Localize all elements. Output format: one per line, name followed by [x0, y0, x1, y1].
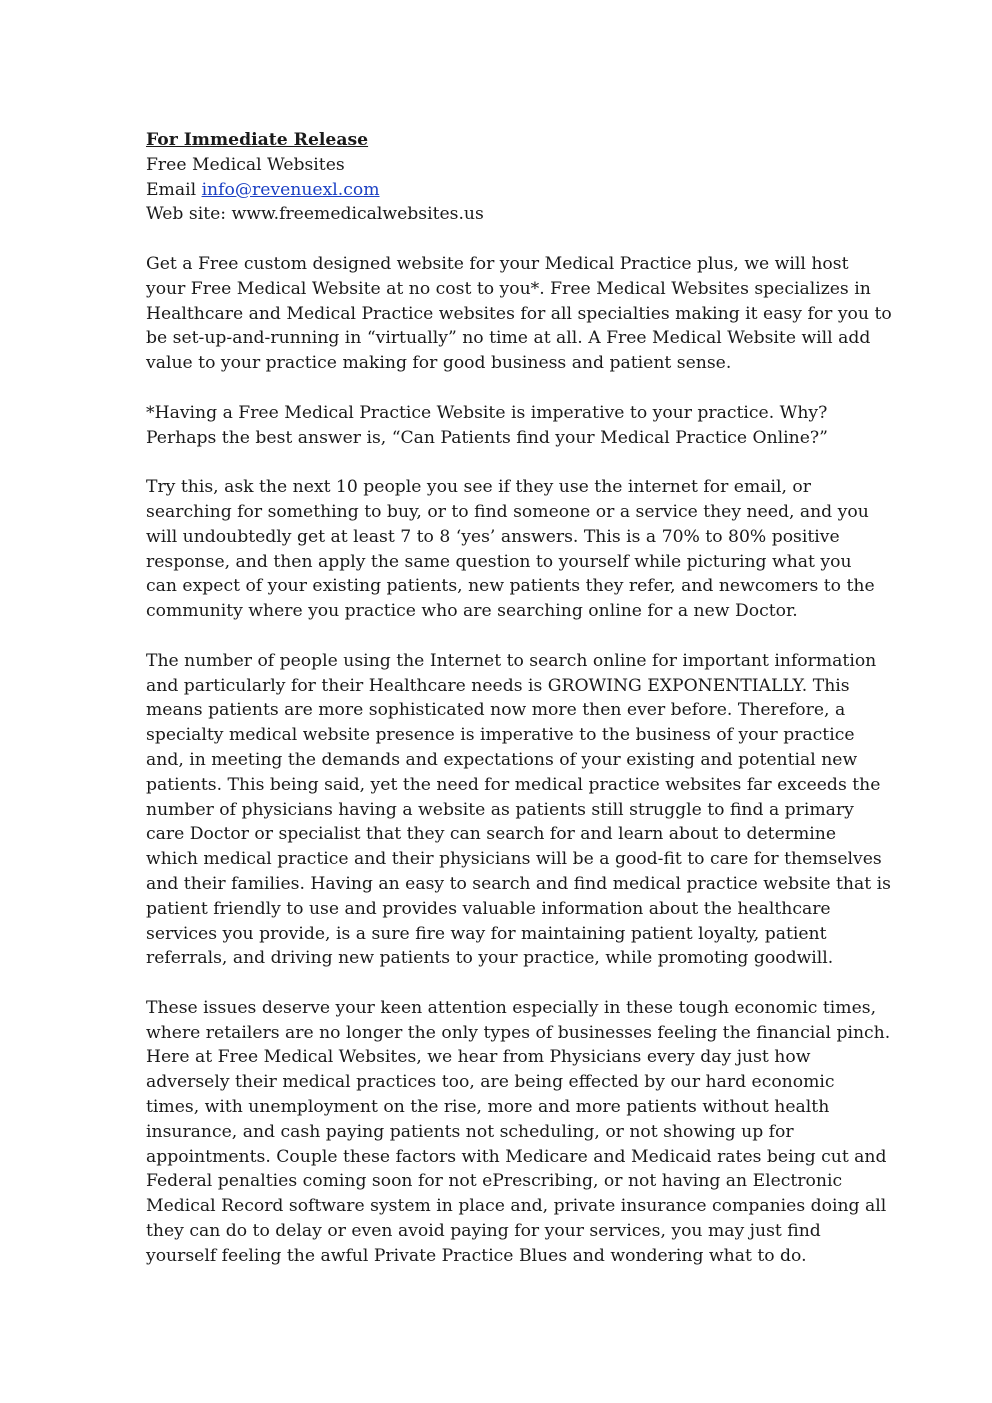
paragraph-line: specialty medical website presence is imperative to the business of your practice — [146, 725, 855, 746]
paragraph-line: and their families. Having an easy to search and find medical practice website that is — [146, 873, 891, 894]
paragraph-line: number of physicians having a website as patients still struggle to find a primary — [146, 799, 854, 820]
release-header — [146, 128, 858, 227]
paragraph-line: Perhaps the best answer is, “Can Patients find your Medical Practice Online?” — [146, 427, 828, 448]
body-paragraph — [146, 401, 858, 451]
press-release-page — [146, 128, 892, 1269]
paragraph-line: be set-up-and-running in “virtually” no time at all. A Free Medical Website will add — [146, 328, 871, 349]
paragraph-line: The number of people using the Internet to search online for important information — [146, 650, 877, 671]
body-text — [146, 252, 892, 1269]
paragraph-line: Federal penalties coming soon for not ePrescribing, or not having an Electronic — [146, 1171, 843, 1192]
body-paragraph — [146, 649, 891, 971]
release-title: For Immediate Release — [146, 130, 369, 150]
paragraph-line: *Having a Free Medical Practice Website is imperative to your practice. Why? — [146, 402, 828, 423]
paragraph-line: Medical Record software system in place and, private insurance companies doing all — [146, 1196, 887, 1217]
paragraph-line: adversely their medical practices too, are being effected by our hard economic — [146, 1072, 835, 1093]
paragraph-line: means patients are more sophisticated now more then ever before. Therefore, a — [146, 700, 846, 721]
paragraph-line: your Free Medical Website at no cost to you*. Free Medical Websites specializes in — [146, 278, 871, 299]
paragraph-line: community where you practice who are searching online for a new Doctor. — [146, 601, 798, 622]
paragraph-line: patients. This being said, yet the need for medical practice websites far exceeds the — [146, 774, 881, 795]
paragraph-line: where retailers are no longer the only types of businesses feeling the financial pinch. — [146, 1022, 891, 1043]
company-name: Free Medical Websites — [146, 154, 345, 175]
paragraph-line: and, in meeting the demands and expectations of your existing and potential new — [146, 749, 858, 770]
paragraph-line: services you provide, is a sure fire way for maintaining patient loyalty, patient — [146, 923, 827, 944]
paragraph-line: Get a Free custom designed website for your Medical Practice plus, we will host — [146, 253, 849, 274]
body-paragraph — [146, 475, 875, 624]
paragraph-line: will undoubtedly get at least 7 to 8 ‘yes’ answers. This is a 70% to 80% positive — [146, 526, 840, 547]
paragraph-line: times, with unemployment on the rise, more and more patients without health — [146, 1097, 830, 1118]
paragraph-line: and particularly for their Healthcare needs is GROWING EXPONENTIALLY. This — [146, 675, 850, 696]
paragraph-line: can expect of your existing patients, new patients they refer, and newcomers to the — [146, 576, 875, 597]
email-link[interactable]: info@revenuexl.com — [201, 179, 380, 200]
email-label: Email — [146, 179, 202, 200]
paragraph-line: patient friendly to use and provides valuable information about the healthcare — [146, 898, 831, 919]
paragraph-line: value to your practice making for good business and patient sense. — [146, 353, 732, 374]
website-line: Web site: www.freemedicalwebsites.us — [146, 204, 484, 225]
paragraph-line: Here at Free Medical Websites, we hear from Physicians every day just how — [146, 1047, 811, 1068]
paragraph-line: Healthcare and Medical Practice websites for all specialties making it easy for you to — [146, 303, 892, 324]
paragraph-line: care Doctor or specialist that they can search for and learn about to determine — [146, 824, 837, 845]
paragraph-line: they can do to delay or even avoid paying for your services, you may just find — [146, 1221, 821, 1242]
paragraph-line: These issues deserve your keen attention especially in these tough economic times, — [146, 997, 877, 1018]
paragraph-line: insurance, and cash paying patients not scheduling, or not showing up for — [146, 1121, 794, 1142]
paragraph-line: response, and then apply the same question to yourself while picturing what you — [146, 551, 852, 572]
paragraph-line: yourself feeling the awful Private Practice Blues and wondering what to do. — [146, 1245, 807, 1266]
email-line — [146, 178, 858, 203]
paragraph-line: Try this, ask the next 10 people you see if they use the internet for email, or — [146, 477, 811, 498]
paragraph-line: referrals, and driving new patients to your practice, while promoting goodwill. — [146, 948, 834, 969]
paragraph-line: which medical practice and their physicians will be a good-fit to care for themselves — [146, 849, 882, 870]
body-paragraph — [146, 252, 892, 376]
body-paragraph — [146, 996, 891, 1269]
paragraph-line: appointments. Couple these factors with Medicare and Medicaid rates being cut and — [146, 1146, 887, 1167]
paragraph-line: searching for something to buy, or to find someone or a service they need, and you — [146, 501, 869, 522]
